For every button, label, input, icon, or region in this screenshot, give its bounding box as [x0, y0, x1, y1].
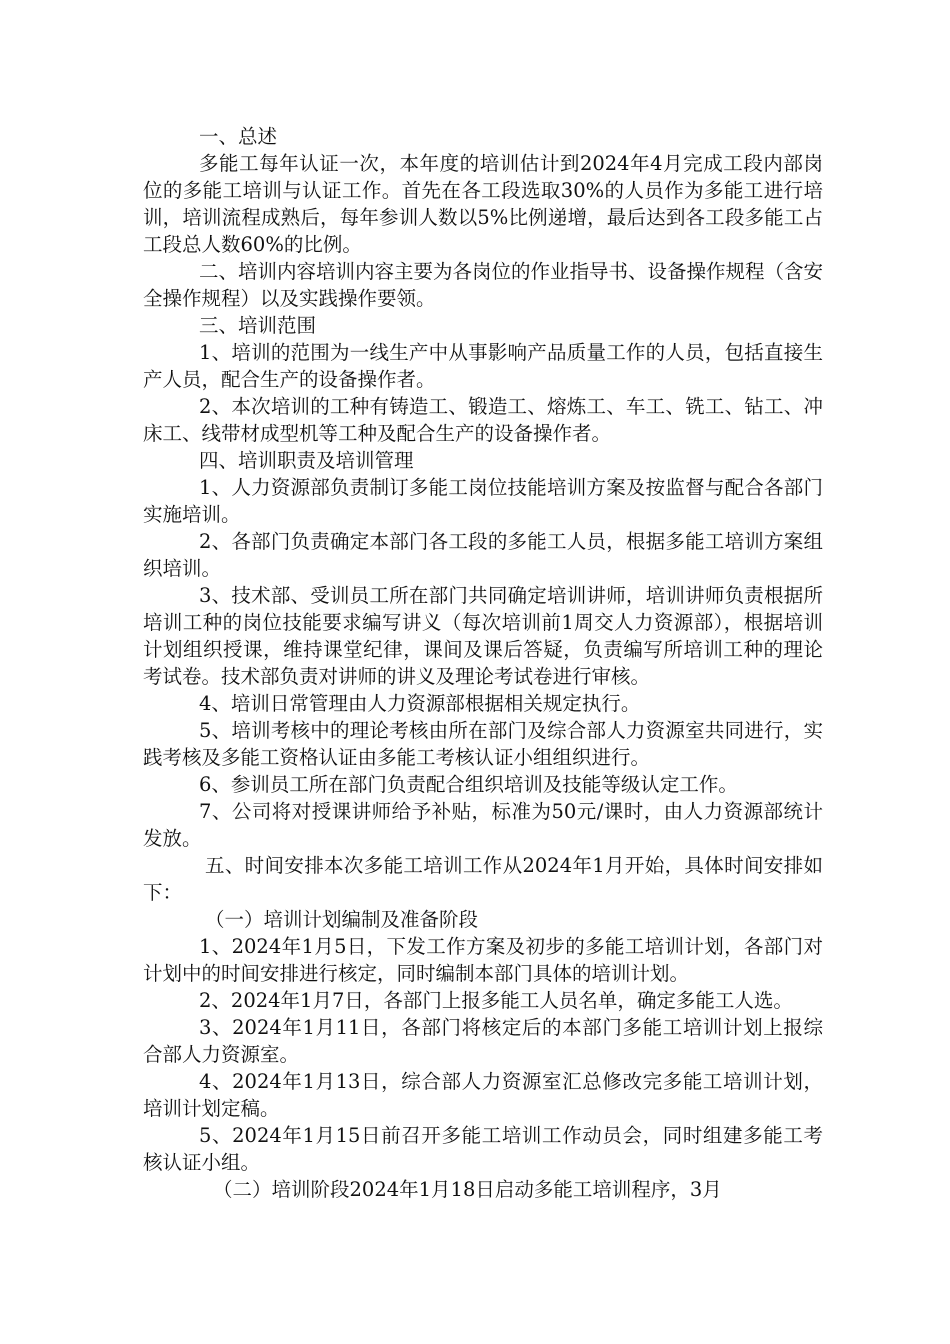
paragraph-resp-7: 7、公司将对授课讲师给予补贴，标准为50元/课时，由人力资源部统计发放。 [143, 800, 823, 850]
paragraph-resp-2: 2、各部门负责确定本部门各工段的多能工人员，根据多能工培训方案组织培训。 [143, 530, 823, 580]
paragraph-plan-4: 4、2024年1月13日，综合部人力资源室汇总修改完多能工培训计划，培训计划定稿。 [143, 1070, 823, 1120]
section-heading-overview: 一、总述 [199, 125, 278, 148]
paragraph-scope-1: 1、培训的范围为一线生产中从事影响产品质量工作的人员，包括直接生产人员，配合生产的设备操作者。 [143, 341, 823, 391]
paragraph-overview: 多能工每年认证一次，本年度的培训估计到2024年4月完成工段内部岗位的多能工培训与认证工作。首先在各工段选取30%的人员作为多能工进行培训，培训流程成熟后，每年参训人数以5%比例递增，最后达到各工段多能工占工段总人数60%的比例。 [143, 152, 823, 256]
paragraph-resp-3: 3、技术部、受训员工所在部门共同确定培训讲师，培训讲师负责根据所培训工种的岗位技能要求编写讲义（每次培训前1周交人力资源部），根据培训计划组织授课，维持课堂纪律，课间及课后答疑，负责编写所培训工种的理论考试卷。技术部负责对讲师的讲义及理论考试卷进行审核。 [143, 584, 823, 688]
paragraph-scope-2: 2、本次培训的工种有铸造工、锻造工、熔炼工、车工、铣工、钻工、冲床工、线带材成型机等工种及配合生产的设备操作者。 [143, 395, 823, 445]
document-body [143, 123, 823, 1203]
paragraph-resp-6: 6、参训员工所在部门负责配合组织培训及技能等级认定工作。 [199, 773, 738, 796]
paragraph-resp-4: 4、培训日常管理由人力资源部根据相关规定执行。 [199, 692, 641, 715]
subsection-heading-training-stage: （二）培训阶段2024年1月18日启动多能工培训程序，3月 [213, 1178, 722, 1201]
section-heading-responsibilities: 四、培训职责及培训管理 [199, 449, 414, 472]
paragraph-plan-5: 5、2024年1月15日前召开多能工培训工作动员会，同时组建多能工考核认证小组。 [143, 1124, 823, 1174]
paragraph-resp-1: 1、人力资源部负责制订多能工岗位技能培训方案及按监督与配合各部门实施培训。 [143, 476, 823, 526]
paragraph-plan-3: 3、2024年1月11日，各部门将核定后的本部门多能工培训计划上报综合部人力资源室。 [143, 1016, 823, 1066]
paragraph-plan-1: 1、2024年1月5日，下发工作方案及初步的多能工培训计划，各部门对计划中的时间安排进行核定，同时编制本部门具体的培训计划。 [143, 935, 823, 985]
paragraph-plan-2: 2、2024年1月7日，各部门上报多能工人员名单，确定多能工人选。 [199, 989, 793, 1012]
subsection-heading-planning: （一）培训计划编制及准备阶段 [205, 908, 479, 931]
paragraph-schedule: 五、时间安排本次多能工培训工作从2024年1月开始，具体时间安排如下： [143, 854, 823, 904]
paragraph-resp-5: 5、培训考核中的理论考核由所在部门及综合部人力资源室共同进行，实践考核及多能工资格认证由多能工考核认证小组组织进行。 [143, 719, 823, 769]
section-heading-scope: 三、培训范围 [199, 314, 317, 337]
paragraph-training-content: 二、培训内容培训内容主要为各岗位的作业指导书、设备操作规程（含安全操作规程）以及实践操作要领。 [143, 260, 824, 310]
